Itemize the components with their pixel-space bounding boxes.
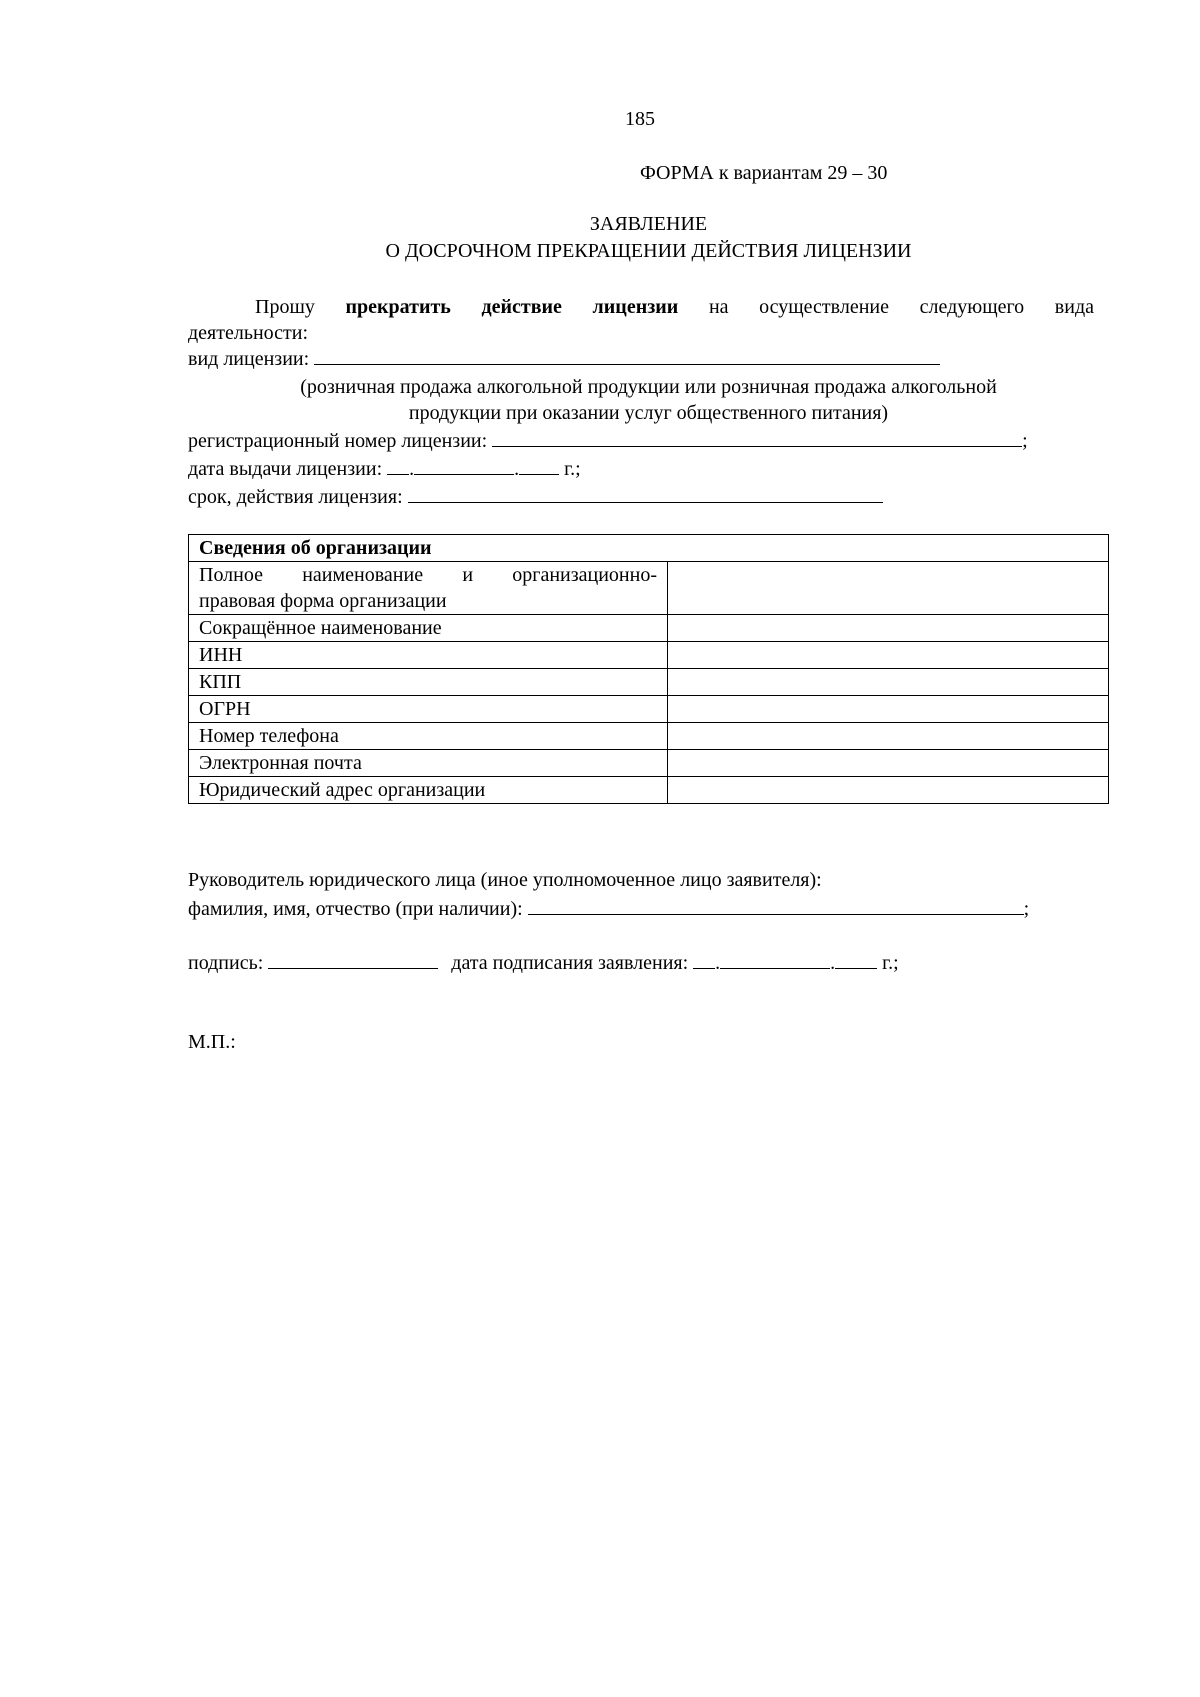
- row-label-phone: Номер телефона: [189, 723, 668, 750]
- table-row: [189, 562, 1109, 615]
- license-date-label: дата выдачи лицензии:: [188, 458, 383, 480]
- row-label-short-name: Сокращённое наименование: [189, 615, 668, 642]
- sign-date-year[interactable]: [835, 950, 877, 969]
- sign-date-month[interactable]: [720, 950, 830, 969]
- row-label-full-name-line-1: Полное наименование и организационно-: [199, 564, 657, 586]
- signer-name-field[interactable]: [528, 896, 1024, 915]
- license-term-field[interactable]: [408, 484, 883, 503]
- table-header-row: [189, 535, 1109, 562]
- row-value-legal-address[interactable]: [668, 777, 1109, 804]
- license-type-field[interactable]: [314, 346, 940, 365]
- sign-date-year-suffix: г.;: [882, 952, 899, 974]
- license-reg-row: [188, 428, 1028, 454]
- document-subtitle: О ДОСРОЧНОМ ПРЕКРАЩЕНИИ ДЕЙСТВИЯ ЛИЦЕНЗИИ: [385, 240, 912, 262]
- table-row: [189, 696, 1109, 723]
- license-date-day[interactable]: [387, 456, 409, 475]
- table-row: [189, 615, 1109, 642]
- request-prefix: Прошу: [255, 296, 315, 318]
- license-date-dot-2: .: [514, 458, 520, 480]
- row-label-inn: ИНН: [189, 642, 668, 669]
- row-value-short-name[interactable]: [668, 615, 1109, 642]
- row-value-phone[interactable]: [668, 723, 1109, 750]
- license-reg-end: ;: [1022, 430, 1028, 452]
- license-date-row: [188, 456, 581, 482]
- license-type-row: [188, 346, 940, 372]
- table-row: [189, 750, 1109, 777]
- license-date-year[interactable]: [519, 456, 559, 475]
- request-line-2: деятельности:: [188, 322, 309, 344]
- license-type-hint-2: продукции при оказании услуг общественного питания): [408, 402, 889, 424]
- signature-label: подпись:: [188, 952, 264, 974]
- license-date-year-suffix: г.;: [564, 458, 581, 480]
- sign-date-dot-1: .: [715, 952, 721, 974]
- license-type-hint-1: (розничная продажа алкогольной продукции или розничная продажа алкогольной: [300, 376, 997, 398]
- organization-table: [188, 534, 1109, 804]
- sign-date-label: дата подписания заявления:: [451, 952, 689, 974]
- license-date-month[interactable]: [414, 456, 514, 475]
- stamp-placeholder: М.П.:: [188, 1031, 236, 1053]
- request-bold: прекратить действие лицензии: [345, 296, 679, 318]
- form-reference: ФОРМА к вариантам 29 – 30: [640, 162, 888, 184]
- row-value-inn[interactable]: [668, 642, 1109, 669]
- table-row: [189, 777, 1109, 804]
- license-reg-field[interactable]: [492, 428, 1022, 447]
- signature-row: [188, 950, 899, 976]
- table-row: [189, 723, 1109, 750]
- row-label-legal-address: Юридический адрес организации: [189, 777, 668, 804]
- document-title: ЗАЯВЛЕНИЕ: [589, 213, 708, 235]
- license-term-row: [188, 484, 883, 510]
- table-header: Сведения об организации: [189, 535, 1109, 562]
- table-row: [189, 642, 1109, 669]
- signer-heading: Руководитель юридического лица (иное уполномоченное лицо заявителя):: [188, 869, 822, 891]
- request-line: [255, 294, 1094, 320]
- license-term-label: срок, действия лицензия:: [188, 486, 403, 508]
- license-reg-label: регистрационный номер лицензии:: [188, 430, 488, 452]
- signature-field[interactable]: [268, 950, 438, 969]
- row-value-full-name[interactable]: [668, 562, 1109, 615]
- sign-date-dot-2: .: [830, 952, 836, 974]
- row-label-full-name-line-2: правовая форма организации: [199, 590, 447, 612]
- signer-name-end: ;: [1023, 898, 1030, 920]
- page-number: 185: [625, 108, 655, 130]
- row-value-ogrn[interactable]: [668, 696, 1109, 723]
- request-suffix: на осуществление следующего вида: [708, 296, 1095, 318]
- table-row: [189, 669, 1109, 696]
- sign-date-day[interactable]: [693, 950, 715, 969]
- row-value-email[interactable]: [668, 750, 1109, 777]
- row-label-email: Электронная почта: [189, 750, 668, 777]
- signer-name-row: [188, 896, 1029, 922]
- license-type-label: вид лицензии:: [188, 348, 310, 370]
- signer-name-label: фамилия, имя, отчество (при наличии):: [188, 898, 523, 920]
- row-label-kpp: КПП: [189, 669, 668, 696]
- row-label-full-name: [189, 562, 668, 615]
- row-label-ogrn: ОГРН: [189, 696, 668, 723]
- row-value-kpp[interactable]: [668, 669, 1109, 696]
- license-date-dot-1: .: [409, 458, 415, 480]
